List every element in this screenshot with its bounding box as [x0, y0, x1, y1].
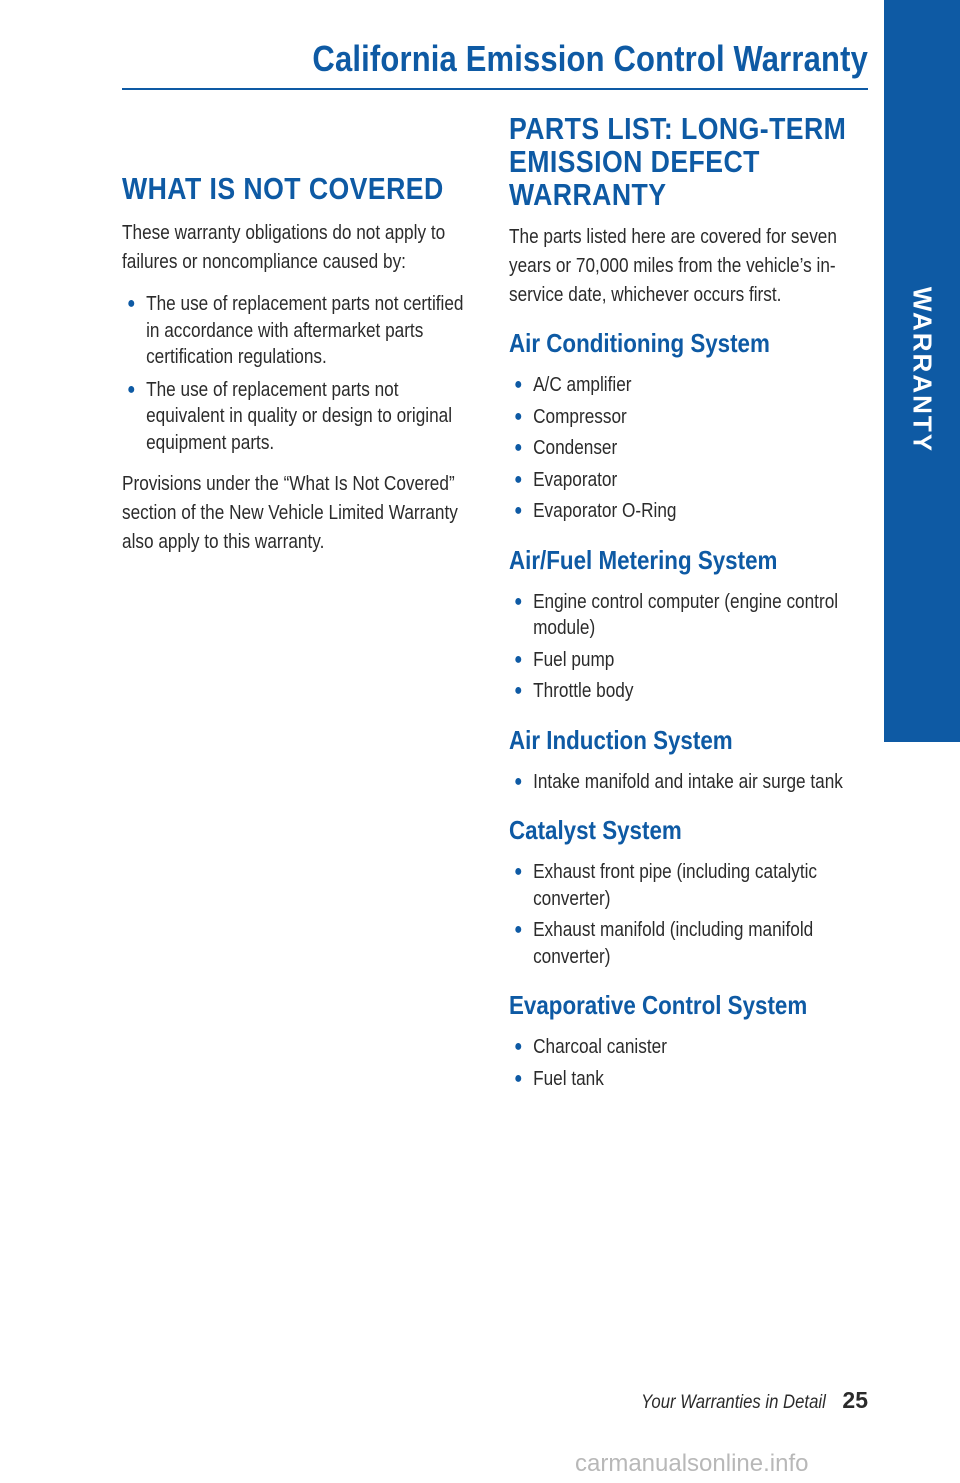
list-item: ● A/C amplifier: [509, 372, 868, 399]
bullet-icon: ●: [514, 470, 523, 488]
not-covered-intro: These warranty obligations do not apply to failures or noncompliance caused by:: [122, 222, 446, 273]
right-column: [509, 112, 869, 1092]
left-column: [122, 172, 482, 557]
bullet-icon: ●: [514, 650, 523, 668]
bullet-icon: ●: [514, 1069, 523, 1087]
parts-list: [509, 859, 868, 970]
list-item: ● Condenser: [509, 435, 868, 462]
section-title: Air Conditioning System: [509, 328, 770, 358]
list-item: ● Throttle body: [509, 678, 868, 705]
bullet-icon: ●: [514, 1038, 523, 1055]
bullet-icon: ●: [514, 376, 523, 393]
title-divider: [122, 88, 868, 90]
side-tab-label: WARRANTY: [907, 286, 938, 454]
parts-list: [509, 1034, 868, 1092]
parts-list-intro: The parts listed here are covered for seven years or 70,000 miles from the vehicle’s in-service date, whichever occurs first.: [509, 226, 837, 306]
parts-list-heading: PARTS LIST: LONG-TERM EMISSION DEFECT WARRANTY: [509, 111, 847, 212]
list-item: ● The use of replacement parts not equivalent in quality or design to original equipment parts.: [127, 378, 453, 454]
footer-section-label: Your Warranties in Detail: [641, 1392, 826, 1413]
list-item: ● Exhaust manifold (including manifold converter): [514, 919, 814, 968]
list-item: ● Fuel pump: [509, 647, 868, 674]
not-covered-closing: Provisions under the “What Is Not Covered” section of the New Vehicle Limited Warranty also apply to this warranty.: [122, 473, 458, 553]
list-item: ● Charcoal canister: [509, 1034, 868, 1061]
list-item: ● Intake manifold and intake air surge tank: [509, 769, 868, 796]
list-item: ● Engine control computer (engine control module): [514, 590, 839, 639]
bullet-icon: ●: [514, 682, 523, 699]
parts-list: [509, 769, 868, 796]
list-item: ● Evaporator O-Ring: [509, 498, 868, 525]
list-item: ● Evaporator: [509, 467, 868, 494]
bullet-icon: ●: [127, 295, 136, 312]
bullet-icon: ●: [514, 772, 523, 790]
section-title: Air Induction System: [509, 724, 733, 755]
bullet-icon: ●: [514, 921, 523, 938]
list-item: ● The use of replacement parts not certified in accordance with aftermarket parts certification regulations.: [127, 293, 464, 368]
not-covered-list: [122, 291, 481, 456]
parts-list: [509, 372, 868, 525]
list-item: ● Exhaust front pipe (including catalytic converter): [514, 861, 818, 910]
section-title: Air/Fuel Metering System: [509, 544, 778, 575]
bullet-icon: ●: [514, 439, 523, 456]
bullet-icon: ●: [514, 863, 523, 880]
list-item: ● Fuel tank: [509, 1066, 868, 1093]
page-title: California Emission Control Warranty: [312, 38, 868, 79]
section-title: Catalyst System: [509, 815, 682, 845]
list-item: ● Compressor: [509, 404, 868, 431]
bullet-icon: ●: [514, 407, 523, 425]
bullet-icon: ●: [127, 380, 136, 398]
bullet-icon: ●: [514, 502, 523, 519]
page-number: 25: [842, 1387, 868, 1413]
watermark: carmanualsonline.info: [575, 1450, 809, 1477]
parts-list: [509, 589, 868, 705]
section-title: Evaporative Control System: [509, 990, 808, 1020]
not-covered-heading: WHAT IS NOT COVERED: [122, 171, 444, 206]
bullet-icon: ●: [514, 592, 523, 610]
